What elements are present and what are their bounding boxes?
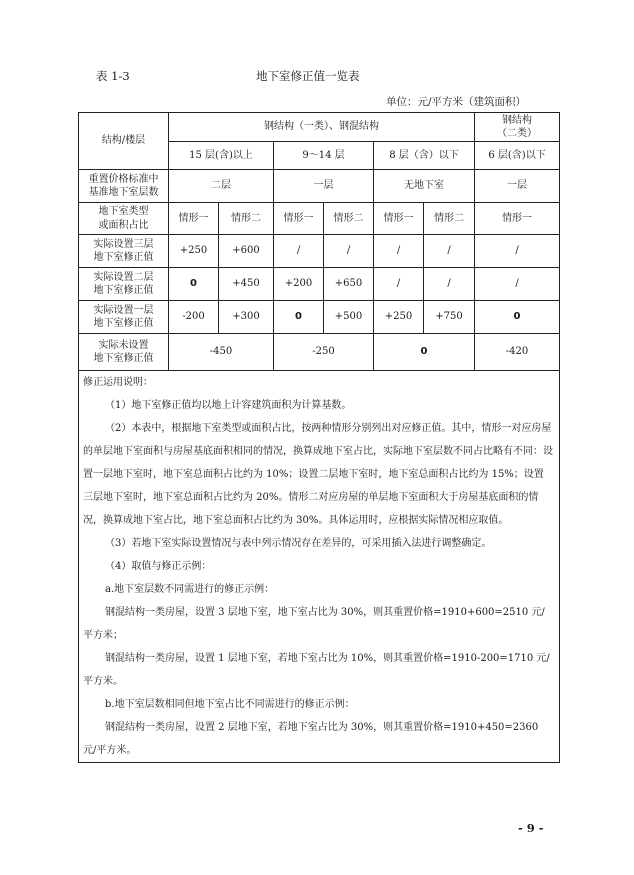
table-cell: +300 xyxy=(219,301,274,334)
table-row-one xyxy=(79,301,560,334)
table-cell: -450 xyxy=(169,334,274,371)
table-title: 地下室修正值一览表 xyxy=(256,69,360,83)
table-cell: / xyxy=(475,235,560,268)
table-cell: -200 xyxy=(169,301,219,334)
row-label-line: 实际设置二层 xyxy=(93,271,154,283)
table-number: 表 1-3 xyxy=(96,69,130,83)
note-paragraph: 钢混结构一类房屋，设置 2 层地下室，若地下室占比为 30%，则其重置价格=1910+450=2360 元/平方米。 xyxy=(83,722,539,756)
row-label-line: 实际设置三层 xyxy=(93,238,154,250)
table-cell: -250 xyxy=(274,334,374,371)
table-cell: +650 xyxy=(324,268,374,301)
cell-type: 情形一 xyxy=(374,203,424,235)
table-cell: +250 xyxy=(374,301,424,334)
cell-type: 情形二 xyxy=(424,203,475,235)
unit-label: 单位：元/平方米（建筑面积） xyxy=(385,96,526,108)
note-paragraph: （3）若地下室实际设置情况与表中列示情况存在差异的，可采用插入法进行调整确定。 xyxy=(105,538,492,549)
table-cell: +750 xyxy=(424,301,475,334)
note-paragraph: 钢混结构一类房屋，设置 1 层地下室，若地下室占比为 10%，则其重置价格=1910-200=1710 元/平方米。 xyxy=(83,653,550,687)
table-cell: -420 xyxy=(475,334,560,371)
notes-heading: 修正运用说明： xyxy=(83,377,153,388)
table-cell: / xyxy=(374,268,424,301)
row-label-two xyxy=(79,268,169,301)
row-label-line: 地下室修正值 xyxy=(93,353,154,364)
table-cell: +450 xyxy=(219,268,274,301)
table-cell: / xyxy=(274,235,324,268)
row-label-line: 地下室修正值 xyxy=(93,285,154,296)
table-row-two xyxy=(79,268,560,301)
row-label-line: 实际设置一层 xyxy=(93,304,154,316)
table-cell: +250 xyxy=(169,235,219,268)
table-cell: / xyxy=(475,268,560,301)
header-steel-class2-line2: （二类） xyxy=(497,128,538,139)
header-floor-15-plus: 15 层(含)以上 xyxy=(169,142,274,170)
cell-standard-9-14: 一层 xyxy=(274,170,374,203)
table-cell: / xyxy=(324,235,374,268)
header-steel-concrete: 钢结构（一类）、钢混结构 xyxy=(169,113,475,142)
table-row-three xyxy=(79,235,560,268)
cell-standard-15-plus: 二层 xyxy=(169,170,274,203)
table-cell: / xyxy=(374,235,424,268)
header-struct-floor: 结构/楼层 xyxy=(79,113,169,170)
table-cell: / xyxy=(424,235,475,268)
row-label-standard xyxy=(79,170,169,203)
row-label-line: 地下室修正值 xyxy=(93,252,154,263)
table-row-standard xyxy=(79,170,560,203)
row-label-one xyxy=(79,301,169,334)
row-label-none xyxy=(79,334,169,371)
table-title-row xyxy=(96,68,556,86)
cell-type: 情形一 xyxy=(274,203,324,235)
table-cell: / xyxy=(424,268,475,301)
table-row-type xyxy=(79,203,560,235)
notes-cell xyxy=(79,371,560,763)
table-cell: 0 xyxy=(374,334,475,371)
note-paragraph: （4）取值与修正示例： xyxy=(105,561,212,572)
cell-type: 情形一 xyxy=(475,203,560,235)
note-paragraph: （1）地下室修正值均以地上计容建筑面积为计算基数。 xyxy=(105,400,352,411)
header-floor-9-14: 9～14 层 xyxy=(274,142,374,170)
table-cell: +600 xyxy=(219,235,274,268)
cell-type: 情形二 xyxy=(324,203,374,235)
table-cell: 0 xyxy=(169,268,219,301)
header-steel-class2-line1: 钢结构 xyxy=(502,114,533,126)
note-paragraph: （2）本表中，根据地下室类型或面积占比，按两种情形分别列出对应修正值。其中，情形一对应房屋的单层地下室面积与房屋基底面积相同的情况，换算成地下室占比，实际地下室层数不同占比略有不同：设置一层地下室时，地下室总面积占比约为 10%；设置二层地下室时，地下室总面积占比约为 15%；设置三层地下室时，地下室总面积占比约为 20%。情形二对应房屋的单层地下室面积大于房屋基底面积的情况，换算成地下室占比，地下室总面积占比约为 30%。具体运用时，应根据实际情况相应取值。 xyxy=(83,423,553,526)
row-label-line: 基准地下室层数 xyxy=(88,187,159,198)
row-label-line: 重置价格标准中 xyxy=(88,173,159,185)
row-label-three xyxy=(79,235,169,268)
note-paragraph: a.地下室层数不同需进行的修正示例： xyxy=(105,584,275,595)
row-label-line: 实际未设置 xyxy=(98,339,149,351)
row-label-line: 或面积占比 xyxy=(98,219,149,231)
row-label-line: 地下室类型 xyxy=(98,206,149,217)
table-cell: 0 xyxy=(274,301,324,334)
cell-type: 情形二 xyxy=(219,203,274,235)
table-cell: +500 xyxy=(324,301,374,334)
header-steel-class2 xyxy=(475,113,560,142)
page-number: - 9 - xyxy=(518,821,544,835)
table-row-notes xyxy=(79,371,560,763)
note-paragraph: 钢混结构一类房屋，设置 3 层地下室，地下室占比为 30%，则其重置价格=1910+600=2510 元/平方米； xyxy=(83,607,545,641)
header-floor-6-below: 6 层(含)以下 xyxy=(475,142,560,170)
cell-standard-8-below: 无地下室 xyxy=(374,170,475,203)
row-label-type xyxy=(79,203,169,235)
note-paragraph: b.地下室层数相同但地下室占比不同需进行的修正示例： xyxy=(105,699,355,710)
table-cell: +200 xyxy=(274,268,324,301)
table-row-none xyxy=(79,334,560,371)
cell-standard-6-below: 一层 xyxy=(475,170,560,203)
basement-correction-table xyxy=(78,112,560,763)
cell-type: 情形一 xyxy=(169,203,219,235)
header-floor-8-below: 8 层（含）以下 xyxy=(374,142,475,170)
row-label-line: 地下室修正值 xyxy=(93,318,154,329)
table-cell: 0 xyxy=(475,301,560,334)
